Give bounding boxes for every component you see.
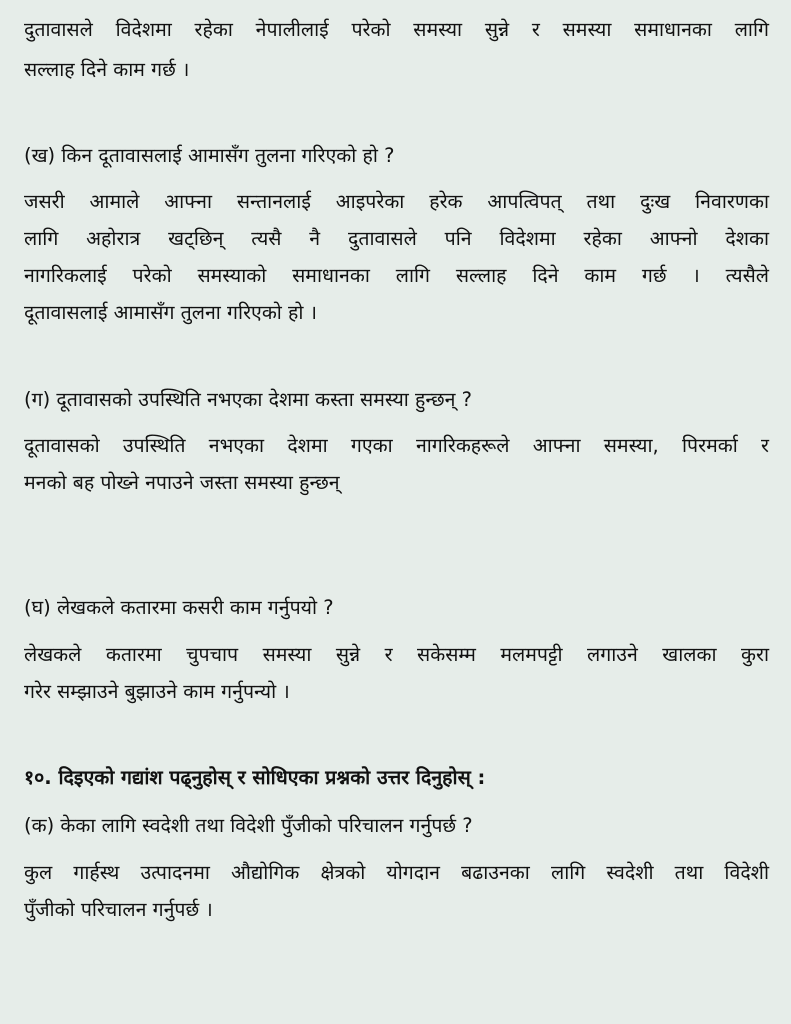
answer-kha-line-1: जसरी आमाले आफ्ना सन्तानलाई आइपरेका हरेक आपत्विपत् तथा दुःख निवारणका [24,190,769,213]
intro-line-1: दुतावासले विदेशमा रहेका नेपालीलाई परेको समस्या सुन्ने र समस्या समाधानका लागि [24,18,769,41]
answer-kha-line-2: लागि अहोरात्र खट्छिन् त्यसै नै दुतावासले पनि विदेशमा रहेका आफ्नो देशका [24,227,769,250]
intro-line-2: सल्लाह दिने काम गर्छ । [24,58,190,81]
answer-gha-line-2: गरेर सम्झाउने बुझाउने काम गर्नुपन्यो । [24,680,290,703]
question-ga: (ग) दूतावासको उपस्थिति नभएका देशमा कस्ता समस्या हुन्छन् ? [24,388,472,411]
question-gha: (घ) लेखकले कतारमा कसरी काम गर्नुपयो ? [24,596,334,619]
answer-kha-line-4: दूतावासलाई आमासँग तुलना गरिएको हो । [24,301,318,324]
answer-ka-line-1: कुल गार्हस्थ उत्पादनमा औद्योगिक क्षेत्रको योगदान बढाउनका लागि स्वदेशी तथा विदेशी [24,861,769,884]
answer-ga-line-1: दूतावासको उपस्थिति नभएका देशमा गएका नागरिकहरूले आफ्ना समस्या, पिरमर्का र [24,434,769,457]
question-ka: (क) केका लागि स्वदेशी तथा विदेशी पुँजीको परिचालन गर्नुपर्छ ? [24,814,473,837]
answer-gha-line-1: लेखकले कतारमा चुपचाप समस्या सुन्ने र सकेसम्म मलमपट्टी लगाउने खालका कुरा [24,643,769,666]
answer-kha-line-3: नागरिकलाई परेको समस्याको समाधानका लागि सल्लाह दिने काम गर्छ । त्यसैले [24,264,769,287]
section-10-heading: १०. दिइएको गद्यांश पढ्नुहोस् र सोधिएका प्रश्नको उत्तर दिनुहोस् : [24,766,486,789]
answer-ga-line-2: मनको बह पोख्ने नपाउने जस्ता समस्या हुन्छन् [24,471,340,494]
answer-ka-line-2: पुँजीको परिचालन गर्नुपर्छ । [24,898,213,921]
question-kha: (ख) किन दूतावासलाई आमासँग तुलना गरिएको हो ? [24,144,395,167]
